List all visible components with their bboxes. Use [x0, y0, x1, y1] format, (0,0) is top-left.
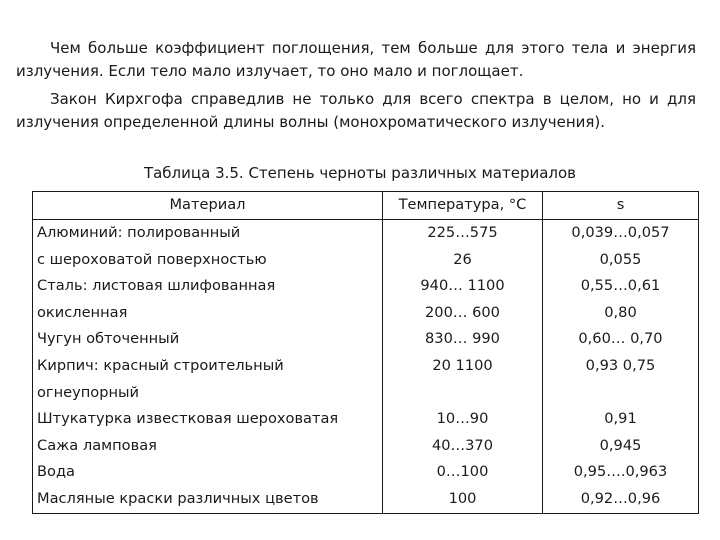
paragraph-1: Чем больше коэффициент поглощения, тем больше для этого тела и энергия излучения. Если тело мало излучает, то оно мало и поглощает. — [16, 39, 696, 80]
table-row — [33, 433, 699, 460]
paragraph-2: Закон Кирхгофа справедлив не только для всего спектра в целом, но и для излучения определенной длины волны (монохроматического излучения). — [16, 90, 696, 131]
header-temperature: Температура, °С — [383, 192, 543, 220]
cell-material: Масляные краски различных цветов — [37, 489, 319, 507]
cell-temperature: 225…575 — [383, 220, 543, 247]
cell-material: Сажа ламповая — [37, 436, 157, 454]
cell-emissivity: 0,945 — [543, 433, 699, 460]
cell-temperature: 0…100 — [383, 459, 543, 486]
table-caption: Таблица 3.5. Степень черноты различных материалов — [143, 164, 577, 182]
header-material: Материал — [33, 192, 383, 220]
cell-temperature: 830… 990 — [383, 326, 543, 353]
cell-material — [33, 353, 383, 406]
cell-material: Алюминий: полированный — [37, 224, 241, 241]
table-row — [33, 300, 699, 327]
materials-table — [32, 191, 699, 514]
table-row — [33, 273, 699, 300]
cell-material: Вода — [37, 463, 75, 481]
cell-temperature: 940… 1100 — [383, 273, 543, 300]
cell-temperature: 20 1100 — [383, 353, 543, 406]
cell-emissivity: 0,55…0,61 — [543, 273, 699, 300]
cell-temperature: 100 — [383, 486, 543, 513]
table-row — [33, 459, 699, 486]
cell-emissivity: 0,039…0,057 — [543, 220, 699, 247]
cell-temperature: 200… 600 — [383, 300, 543, 327]
cell-emissivity: 0,055 — [543, 247, 699, 274]
cell-emissivity: 0,91 — [543, 406, 699, 433]
table-row — [33, 406, 699, 433]
cell-emissivity: 0,80 — [543, 300, 699, 327]
header-emissivity: s — [543, 192, 699, 220]
cell-temperature: 40…370 — [383, 433, 543, 460]
table-row — [33, 486, 699, 513]
cell-emissivity: 0,92…0,96 — [543, 486, 699, 513]
table-row — [33, 353, 699, 406]
cell-material: окисленная — [37, 303, 128, 321]
cell-temperature: 26 — [383, 247, 543, 274]
table-row — [33, 220, 699, 247]
table-header-row — [33, 192, 699, 220]
cell-emissivity: 0,95….0,963 — [543, 459, 699, 486]
cell-material: Чугун обточенный — [37, 330, 180, 348]
cell-material: Штукатурка известковая шероховатая — [37, 410, 339, 428]
cell-emissivity: 0,93 0,75 — [543, 353, 699, 406]
table-row — [33, 247, 699, 274]
table-row — [33, 326, 699, 353]
cell-material-line1: Кирпич: красный строительный — [37, 356, 284, 374]
cell-emissivity: 0,60… 0,70 — [543, 326, 699, 353]
cell-material: Сталь: листовая шлифованная — [37, 277, 276, 295]
cell-material: с шероховатой поверхностью — [37, 250, 267, 268]
cell-temperature: 10…90 — [383, 406, 543, 433]
cell-material-line2: огнеупорный — [37, 383, 140, 401]
